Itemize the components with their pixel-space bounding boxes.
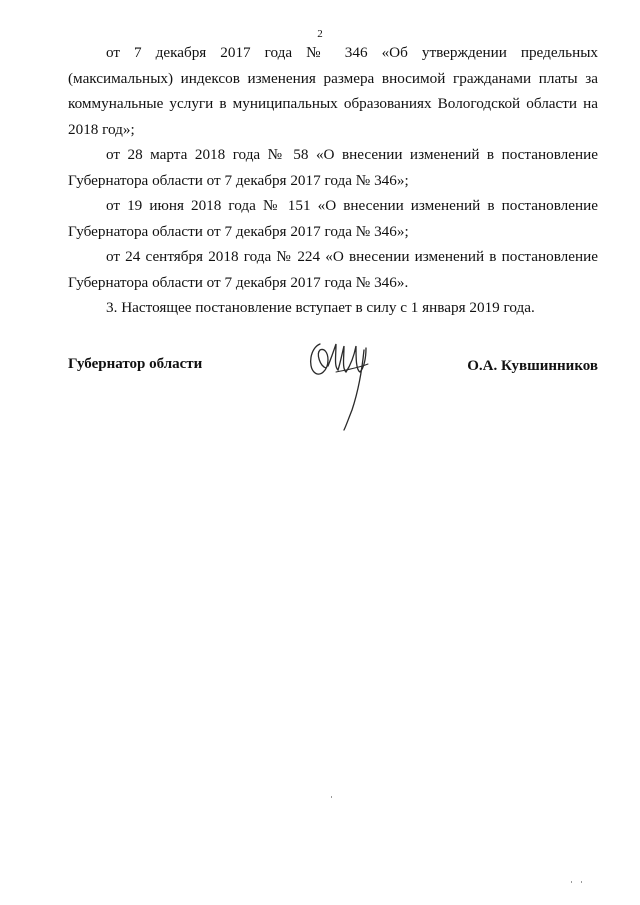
- signature-block: [68, 352, 598, 442]
- scan-speck: [581, 881, 582, 883]
- paragraph-effective-date: 3. Настоящее постановление вступает в силу с 1 января 2019 года.: [106, 299, 535, 316]
- handwritten-signature-icon: [306, 336, 386, 432]
- scan-speck: [571, 881, 572, 883]
- scan-speck: [331, 796, 332, 798]
- paragraph-decree-224: от 24 сентября 2018 года № 224 «О внесении изменений в постановление Губернатора области от 7 декабря 2017 года № 346».: [68, 248, 598, 291]
- paragraph-decree-58: от 28 марта 2018 года № 58 «О внесении изменений в постановление Губернатора области от 7 декабря 2017 года № 346»;: [68, 146, 598, 189]
- document-body: [68, 40, 598, 321]
- signer-name: О.А. Кувшинников: [467, 358, 598, 374]
- paragraph-decree-151: от 19 июня 2018 года № 151 «О внесении изменений в постановление Губернатора области от 7 декабря 2017 года № 346»;: [68, 197, 598, 240]
- page-number: 2: [317, 28, 323, 40]
- paragraph-decree-346: от 7 декабря 2017 года № 346 «Об утверждении предельных (максимальных) индексов изменения размера вносимой гражданами платы за коммунальные услуги в муниципальных образованиях Вологодской области на 2018 год»;: [68, 44, 598, 138]
- signer-title: Губернатор области: [68, 356, 203, 372]
